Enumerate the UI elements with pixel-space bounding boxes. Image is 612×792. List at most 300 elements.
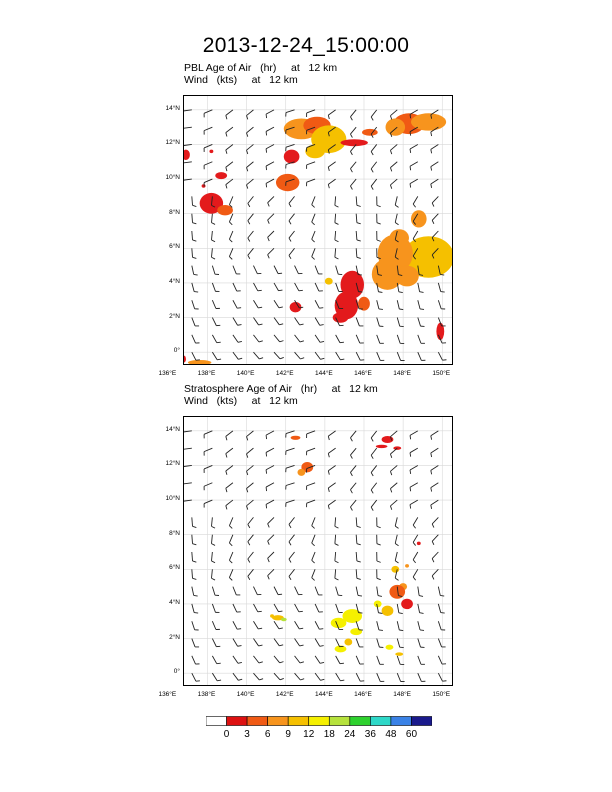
pbl-wind-barb [356,248,361,258]
strat-lon-tick: 140°E [236,691,255,698]
pbl-wind-barb [192,283,198,292]
pbl-wind-barb [226,110,233,119]
colorbar-label: 9 [285,729,291,740]
strat-wind-barb [229,552,233,563]
strat-wind-barb [356,639,363,647]
strat-wind-barb [233,587,240,595]
pbl-wind-label: Wind (kts) at 12 km [184,74,298,86]
pbl-wind-barb [371,144,377,155]
pbl-wind-barb [212,318,220,326]
strat-wind-barb [248,517,254,527]
strat-wind-barb [432,517,438,527]
pbl-wind-barb [397,318,403,327]
pbl-wind-barb [390,144,397,154]
strat-field-patch [405,564,409,567]
pbl-wind-barb [418,352,426,360]
strat-wind-barb [204,431,212,438]
pbl-wind-barb [229,248,233,259]
strat-wind-barb [410,483,418,491]
pbl-lon-tick: 142°E [275,370,294,377]
pbl-lat-tick: 2°N [169,312,180,320]
strat-wind-barb [289,552,295,563]
pbl-wind-barb [418,318,425,327]
pbl-wind-barb [233,283,241,291]
pbl-wind-barb [192,248,197,258]
strat-wind-barb [226,483,233,492]
strat-wind-barb [266,431,274,439]
strat-wind-barb [307,431,316,438]
pbl-field-patch [184,150,190,160]
pbl-wind-barb [377,335,384,344]
pbl-lon-tick: 148°E [393,370,412,377]
strat-field-patch [291,436,301,440]
pbl-wind-barb [315,335,324,342]
pbl-field-patch [284,150,300,164]
strat-wind-barb [335,552,339,563]
pbl-wind-barb [431,144,439,153]
pbl-wind-barb [371,110,377,121]
pbl-wind-barb [307,179,316,186]
strat-wind-barb [184,465,192,470]
strat-wind-barb [432,535,438,545]
strat-wind-barb [212,639,220,647]
strat-wind-label: Wind (kts) at 12 km [184,395,298,407]
strat-wind-barb [418,587,423,597]
pbl-wind-barb [274,318,283,325]
pbl-wind-barb [289,231,295,242]
pbl-wind-barb [431,162,439,171]
strat-wind-barb [295,587,303,595]
pbl-field-patch [395,266,418,287]
pbl-wind-barb [268,214,274,224]
strat-wind-barb [233,604,241,612]
strat-wind-barb [336,656,344,664]
strat-field-patch [281,618,287,621]
pbl-wind-barb [395,196,398,207]
strat-field-patch [417,542,421,545]
pbl-wind-barb [315,266,322,274]
pbl-wind-barb [438,283,444,292]
strat-wind-barb [410,465,418,473]
strat-wind-barb [390,483,397,493]
strat-wind-barb [268,535,274,545]
pbl-wind-barb [233,266,240,274]
strat-wind-barb [184,483,192,488]
pbl-wind-barb [410,179,418,187]
strat-wind-barb [192,552,197,562]
strat-field-label: Stratosphere Age of Air (hr) at 12 km [184,383,378,395]
pbl-wind-barb [248,196,254,206]
pbl-wind-barb [356,214,361,224]
strat-wind-barb [184,448,192,453]
strat-wind-barb [312,569,315,580]
pbl-wind-barb [274,352,284,359]
strat-wind-barb [336,587,343,596]
pbl-wind-barb [247,179,254,189]
pbl-wind-barb [418,335,425,343]
strat-wind-barb [247,448,254,458]
strat-wind-barb [328,431,335,440]
colorbar-label: 3 [244,729,250,740]
strat-lon-tick: 148°E [393,691,412,698]
pbl-wind-barb [247,162,254,172]
strat-wind-barb [350,483,356,493]
pbl-wind-barb [192,231,197,241]
strat-wind-barb [212,621,220,629]
pbl-wind-barb [192,214,197,224]
pbl-wind-barb [335,248,339,259]
strat-wind-barb [377,552,381,562]
pbl-lon-tick: 136°E [158,370,177,377]
pbl-wind-barb [286,110,295,117]
pbl-wind-barb [248,231,254,241]
strat-field-patch [344,639,352,646]
pbl-wind-barb [211,231,215,242]
colorbar-label: 18 [323,729,335,740]
pbl-wind-barb [233,300,241,308]
pbl-map-canvas [184,96,453,365]
pbl-wind-barb [390,162,397,172]
strat-wind-barb [226,448,233,457]
strat-lat-tick: 10°N [165,495,180,503]
pbl-wind-barb [390,179,397,189]
pbl-lat-tick: 6°N [169,243,180,251]
pbl-wind-barb [410,162,418,170]
strat-wind-barb [431,483,439,492]
pbl-field-patch [215,172,227,179]
colorbar-box [370,717,391,726]
pbl-wind-barb [295,266,303,274]
strat-wind-barb [295,656,304,663]
pbl-wind-barb [253,352,263,359]
pbl-wind-barb [356,231,361,241]
strat-field-patch [376,445,388,448]
strat-wind-barb [184,431,192,436]
pbl-wind-barb [253,335,262,342]
strat-wind-barb [204,483,212,490]
strat-wind-barb [211,569,215,580]
strat-wind-barb [192,569,197,579]
pbl-field-patch [325,278,333,285]
colorbar-box [309,717,330,726]
strat-field-patch [331,618,347,628]
strat-lat-tick: 14°N [165,425,180,433]
pbl-wind-barb [274,283,282,291]
strat-wind-barb [226,431,233,440]
strat-wind-barb [356,517,361,527]
pbl-wind-barb [350,127,356,137]
pbl-wind-barb [184,127,192,132]
strat-wind-barb [410,431,418,439]
pbl-wind-barb [192,352,200,360]
pbl-wind-barb [266,144,274,152]
strat-wind-barb [274,621,283,629]
colorbar-box [329,717,350,726]
strat-wind-barb [184,500,192,505]
pbl-wind-barb [204,127,212,134]
strat-wind-barb [266,500,274,508]
pbl-wind-barb [229,231,233,242]
strat-wind-barb [315,604,323,612]
strat-wind-barb [247,431,254,441]
strat-map-panel [183,416,453,686]
pbl-field-patch [202,184,206,187]
pbl-wind-barb [432,214,438,224]
pbl-wind-barb [226,179,233,188]
pbl-map-panel [183,95,453,365]
pbl-wind-barb [268,231,274,241]
pbl-wind-barb [226,162,233,171]
pbl-field-patch [184,356,186,363]
pbl-wind-barb [356,318,363,326]
strat-wind-barb [286,465,295,472]
strat-wind-barb [418,639,425,648]
strat-lat-tick: 6°N [169,564,180,572]
strat-lon-tick: 150°E [432,691,451,698]
strat-wind-barb [233,656,242,663]
pbl-field-patch [188,360,211,365]
strat-wind-barb [286,448,295,455]
strat-lat-tick: 2°N [169,633,180,641]
strat-wind-barb [336,673,345,681]
strat-wind-barb [350,465,356,475]
pbl-wind-barb [371,179,377,190]
pbl-wind-barb [247,127,254,137]
strat-wind-barb [413,552,418,563]
pbl-wind-barb [274,300,283,308]
colorbar-box [411,717,432,726]
pbl-wind-barb [247,110,254,120]
strat-wind-barb [204,500,212,507]
strat-wind-barb [356,535,361,545]
pbl-wind-barb [312,248,315,259]
strat-wind-barb [315,639,324,647]
strat-lat-tick: 4°N [169,598,180,606]
pbl-wind-barb [356,335,364,343]
strat-wind-barb [212,673,221,681]
strat-wind-barb [315,656,324,663]
strat-wind-barb [432,552,438,562]
colorbar-box [206,717,227,726]
strat-wind-barb [350,431,356,441]
strat-wind-barb [268,517,274,527]
strat-wind-barb [371,448,377,459]
strat-wind-barb [390,448,397,458]
pbl-wind-barb [315,352,324,359]
strat-wind-barb [328,483,335,492]
pbl-wind-barb [212,300,220,308]
pbl-field-patch [436,323,444,340]
pbl-wind-barb [212,266,219,275]
strat-wind-barb [289,535,295,546]
strat-wind-barb [438,604,444,613]
strat-wind-barb [307,500,316,507]
strat-wind-barb [307,448,316,455]
pbl-wind-barb [274,266,282,274]
strat-wind-barb [312,535,315,546]
pbl-wind-barb [266,110,274,118]
colorbar-label: 36 [364,729,376,740]
strat-wind-barb [438,621,445,630]
pbl-lon-tick: 146°E [354,370,372,377]
pbl-wind-barb [266,179,274,187]
colorbar-label: 0 [223,729,230,740]
strat-wind-barb [212,604,219,613]
strat-wind-barb [253,673,263,680]
colorbar [206,716,432,726]
colorbar-label: 48 [385,729,397,740]
strat-wind-barb [356,569,361,579]
pbl-wind-barb [289,214,295,225]
pbl-lat-tick: 10°N [165,174,180,182]
pbl-field-patch [209,150,213,153]
strat-wind-barb [192,587,198,596]
strat-wind-barb [390,431,397,441]
pbl-field-patch [290,302,302,312]
strat-wind-barb [229,569,233,580]
pbl-wind-barb [253,300,262,308]
strat-wind-barb [204,465,212,472]
strat-wind-barb [328,448,335,457]
pbl-wind-barb [295,318,304,325]
strat-wind-barb [356,673,364,681]
strat-field-patch [401,599,413,609]
strat-wind-barb [192,604,198,613]
pbl-field-patch [411,210,427,227]
strat-wind-barb [395,535,398,546]
pbl-wind-barb [410,144,418,152]
strat-field-patch [386,645,394,650]
strat-wind-barb [390,500,397,510]
pbl-wind-barb [328,110,335,119]
pbl-wind-barb [438,300,445,309]
pbl-wind-barb [312,214,315,225]
pbl-wind-barb [184,162,192,167]
strat-wind-barb [377,656,384,665]
strat-wind-barb [266,483,274,491]
strat-wind-barb [377,569,381,579]
strat-wind-barb [371,500,377,511]
pbl-wind-barb [356,196,361,206]
strat-wind-barb [266,465,274,473]
strat-wind-barb [226,500,233,509]
strat-wind-barb [312,552,315,563]
pbl-wind-barb [289,196,295,207]
colorbar-box [227,717,248,726]
strat-wind-barb [192,673,200,681]
pbl-wind-barb [229,196,233,207]
pbl-wind-barb [192,196,197,206]
strat-wind-barb [377,517,381,527]
strat-wind-barb [377,621,383,630]
strat-gridlines [184,417,453,686]
pbl-wind-barb [211,248,215,259]
strat-wind-barb [377,535,381,545]
strat-wind-barb [268,569,274,579]
pbl-wind-barb [397,300,403,309]
pbl-wind-barb [307,162,316,169]
pbl-wind-barb [413,196,418,207]
pbl-wind-barb [253,283,261,291]
strat-wind-barb [212,656,220,664]
strat-wind-barb [212,587,219,596]
strat-wind-barb [390,465,397,475]
strat-wind-barb [247,500,254,510]
strat-wind-barb [371,465,377,476]
colorbar-box [350,717,371,726]
strat-wind-barb [350,448,356,458]
map-title: 2013-12-24_15:00:00 [202,34,410,57]
pbl-wind-barb [212,335,220,343]
strat-field-patch [374,600,382,607]
pbl-wind-barb [315,283,323,291]
colorbar-label: 6 [264,729,271,740]
pbl-wind-barb [312,231,315,242]
strat-wind-barb [328,465,335,474]
strat-wind-barb [253,587,261,595]
strat-wind-barb [410,500,418,508]
strat-field-patch [297,469,305,476]
strat-wind-barb [431,465,439,474]
pbl-wind-barb [295,283,303,291]
strat-wind-barb [312,517,315,528]
pbl-wind-barb [418,300,424,309]
pbl-lon-tick: 144°E [314,370,333,377]
strat-wind-barb [431,448,439,457]
pbl-wind-barb [328,179,335,188]
pbl-field-patch [341,139,368,146]
pbl-lat-tick: 12°N [165,139,180,147]
pbl-wind-barb [377,231,381,241]
strat-wind-barbs [184,431,446,682]
pbl-lat-tick: 14°N [165,104,180,112]
pbl-wind-barb [204,162,212,169]
strat-wind-barb [418,673,426,681]
strat-wind-barb [377,587,382,597]
strat-wind-barb [377,639,384,648]
pbl-wind-barb [233,352,242,359]
pbl-wind-barb [377,300,383,309]
pbl-wind-barb [226,144,233,153]
strat-lon-tick: 142°E [275,691,294,698]
pbl-field-patch [362,129,378,136]
pbl-wind-barb [335,214,339,225]
strat-wind-barb [395,517,398,528]
strat-wind-barb [418,604,424,614]
pbl-age-of-air-field [184,113,453,365]
colorbar-box [247,717,268,726]
strat-lat-tick: 0° [173,668,180,676]
pbl-field-patch [217,205,233,215]
strat-wind-barb [247,483,254,493]
strat-wind-barb [356,552,361,562]
strat-field-patch [382,606,394,616]
pbl-wind-barb [377,318,384,327]
strat-wind-barb [211,552,215,563]
strat-wind-barb [286,500,295,507]
strat-wind-barb [274,604,282,612]
pbl-wind-barb [184,179,192,184]
strat-wind-barb [307,483,316,490]
strat-wind-barb [192,639,199,647]
strat-wind-barb [253,621,262,629]
pbl-wind-barb [192,335,200,343]
pbl-wind-barb [192,266,198,275]
strat-wind-barb [233,639,242,647]
strat-wind-barb [247,465,254,475]
pbl-wind-barb [295,335,304,342]
strat-wind-barb [248,535,254,545]
